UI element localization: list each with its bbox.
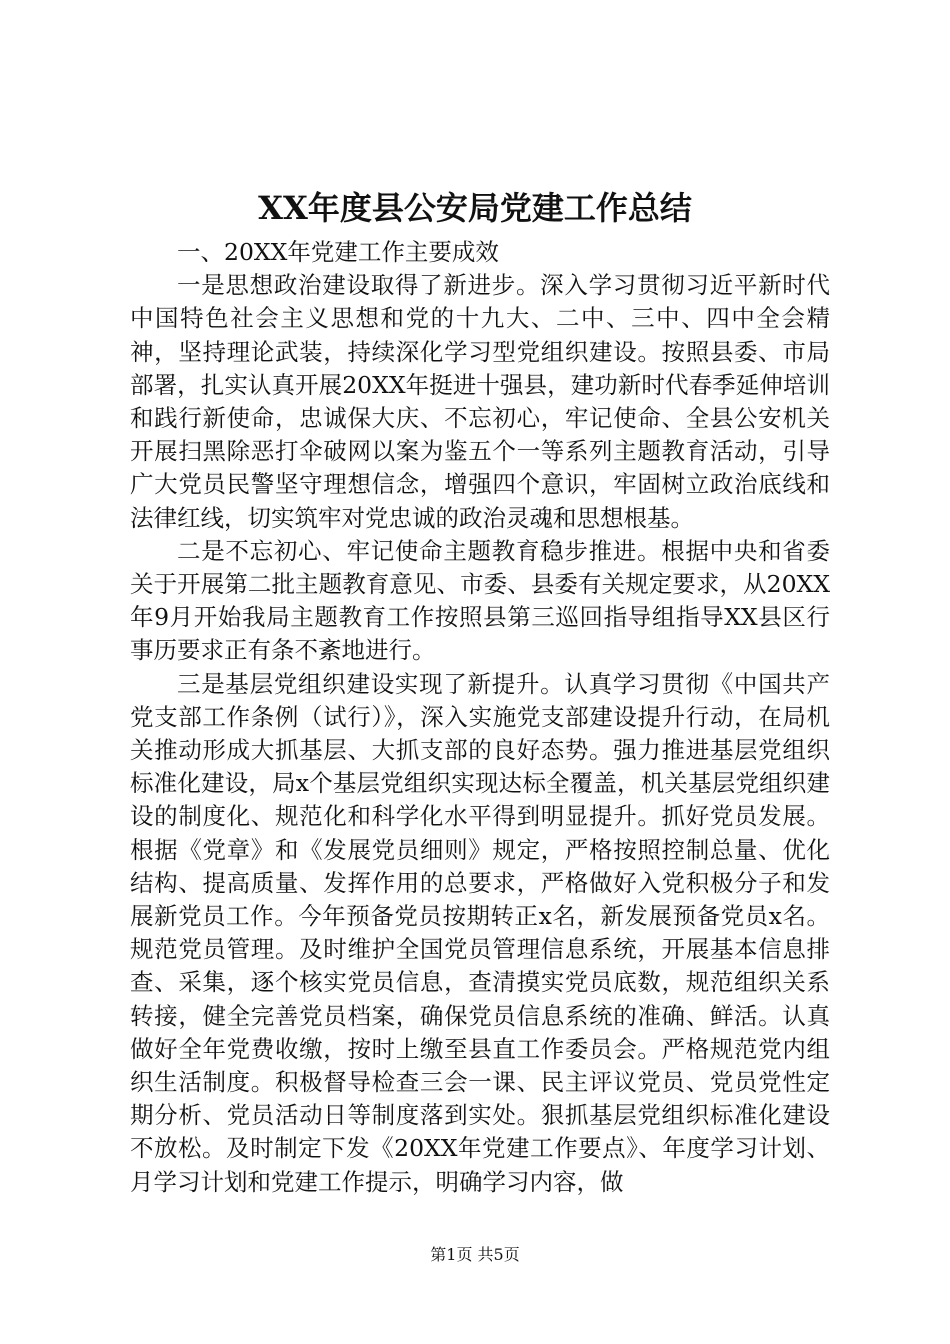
paragraph-theme-education: 二是不忘初心、牢记使命主题教育稳步推进。根据中央和省委关于开展第二批主题教育意见、市委、县委有关规定要求，从20XX年9月开始我局主题教育工作按照县第三巡回指导组指导XX县区行事历要求正有条不紊地进行。 xyxy=(130,536,830,665)
paragraph-ideology: 一是思想政治建设取得了新进步。深入学习贯彻习近平新时代中国特色社会主义思想和党的十九大、二中、三中、四中全会精神，坚持理论武装，持续深化学习型党组织建设。按照县委、市局部署，扎实认真开展20XX年挺进十强县，建功新时代春季延伸培训和践行新使命，忠诚保大庆、不忘初心，牢记使命、全县公安机关开展扫黑除恶打伞破网以案为鉴五个一等系列主题教育活动，引导广大党员民警坚守理想信念，增强四个意识，牢固树立政治底线和法律红线，切实筑牢对党忠诚的政治灵魂和思想根基。 xyxy=(130,271,830,532)
section-heading: 一、20XX年党建工作主要成效 xyxy=(177,238,499,266)
paragraph-grassroots: 三是基层党组织建设实现了新提升。认真学习贯彻《中国共产党支部工作条例（试行）》，深入实施党支部建设提升行动，在局机关推动形成大抓基层、大抓支部的良好态势。强力推进基层党组织标准化建设，局x个基层党组织实现达标全覆盖，机关基层党组织建设的制度化、规范化和科学化水平得到明显提升。抓好党员发展。根据《党章》和《发展党员细则》规定，严格按照控制总量、优化结构、提高质量、发挥作用的总要求，严格做好入党积极分子和发展新党员工作。今年预备党员按期转正x名，新发展预备党员x名。规范党员管理。及时维护全国党员管理信息系统，开展基本信息排查、采集，逐个核实党员信息，查清摸实党员底数，规范组织关系转接，健全完善党员档案，确保党员信息系统的准确、鲜活。认真做好全年党费收缴，按时上缴至县直工作委员会。严格规范党内组织生活制度。积极督导检查三会一课、民主评议党员、党员党性定期分析、党员活动日等制度落到实处。狠抓基层党组织标准化建设不放松。及时制定下发《20XX年党建工作要点》、年度学习计划、月学习计划和党建工作提示，明确学习内容，做 xyxy=(130,669,830,1196)
document-title: XX年度县公安局党建工作总结 xyxy=(258,189,692,227)
document-body xyxy=(130,236,830,1199)
page-footer: 第1页 共5页 xyxy=(430,1245,520,1264)
